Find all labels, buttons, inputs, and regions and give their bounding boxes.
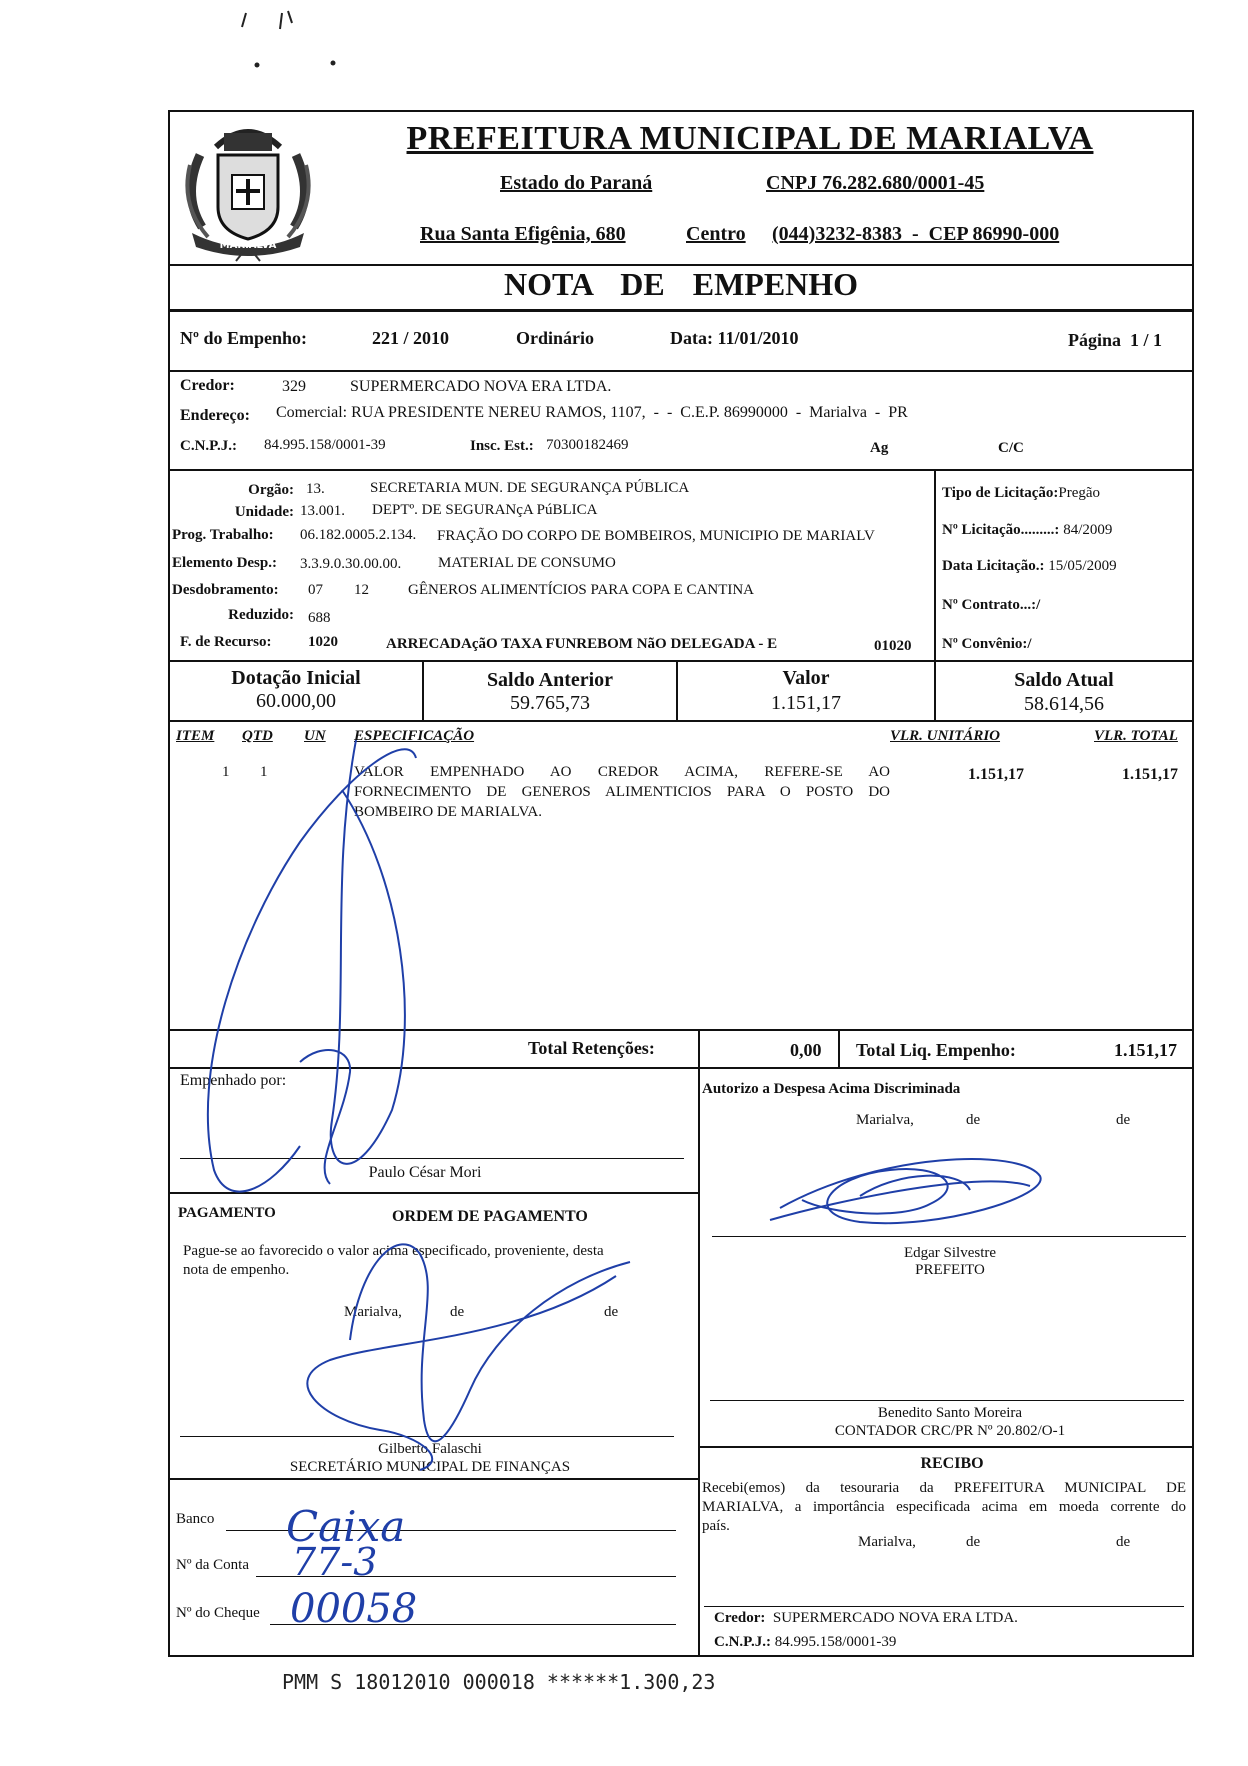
pagamento-de1: de: [450, 1304, 465, 1320]
recibo-city: Marialva,: [858, 1534, 916, 1550]
unidade-label: Unidade:: [234, 504, 294, 520]
valor-value: 1.151,17: [771, 692, 841, 714]
recibo-line3: país.: [702, 1518, 730, 1534]
total-retencoes-value: 0,00: [790, 1040, 822, 1060]
col-vlr-unitario: VLR. UNITÁRIO: [890, 728, 1001, 744]
unidade-code: 13.001.: [300, 503, 345, 519]
elemento-label: Elemento Desp.:: [172, 555, 277, 571]
autorizo-text: Autorizo a Despesa Acima Discriminada: [702, 1081, 961, 1097]
cnpj-label: C.N.P.J.:: [180, 438, 237, 454]
recibo-line1: Recebi(emos) da tesouraria da PREFEITURA MUNICIPAL DE: [702, 1480, 1186, 1496]
prefeitura-cnpj: CNPJ 76.282.680/0001-45: [766, 172, 985, 194]
phone-cep: (044)3232-8383 - CEP 86990-000: [772, 223, 1060, 245]
recibo-de2: de: [1116, 1534, 1131, 1550]
orgao-label: Orgão:: [248, 482, 294, 498]
data-licitacao-label: Data Licitação.:: [942, 558, 1045, 574]
col-especificacao: ESPECIFICAÇÃO: [354, 728, 475, 744]
row-vlr-total: 1.151,17: [1122, 766, 1178, 783]
desdob-name: GÊNEROS ALIMENTÍCIOS PARA COPA E CANTINA: [408, 582, 755, 598]
estado: Estado do Paraná: [500, 172, 653, 194]
reduzido-label: Reduzido:: [228, 607, 294, 623]
financas-signer: Gilberto Falaschi: [378, 1441, 482, 1457]
cc-label: C/C: [998, 440, 1024, 456]
row-desc-line1: VALOR EMPENHADO AO CREDOR ACIMA, REFERE-SE AO: [354, 764, 890, 780]
col-item: ITEM: [176, 728, 215, 744]
empenho-number: 221 / 2010: [372, 328, 450, 348]
recurso-label: F. de Recurso:: [180, 634, 272, 650]
scan-marks: [230, 5, 350, 75]
orgao-code: 13.: [306, 481, 325, 497]
recibo-cnpj-label: C.N.P.J.:: [714, 1634, 771, 1650]
reduzido-code: 688: [308, 610, 331, 626]
elemento-code: 3.3.9.0.30.00.00.: [300, 556, 402, 572]
credor-name: SUPERMERCADO NOVA ERA LTDA.: [350, 378, 612, 395]
row-item: 1: [222, 764, 230, 780]
row-desc-line3: BOMBEIRO DE MARIALVA.: [354, 804, 542, 820]
col-qtd: QTD: [242, 728, 273, 744]
col-un: UN: [304, 728, 326, 744]
pagamento-city: Marialva,: [344, 1304, 402, 1320]
autorizo-city: Marialva,: [856, 1112, 914, 1128]
saldo-atual-label: Saldo Atual: [1014, 669, 1114, 691]
recibo-credor-label: Credor:: [714, 1610, 766, 1626]
prefeito-name: Edgar Silvestre: [903, 1245, 997, 1261]
saldo-anterior-value: 59.765,73: [510, 692, 590, 714]
total-retencoes-label: Total Retenções:: [528, 1038, 655, 1058]
conta-label: Nº da Conta: [176, 1557, 249, 1573]
desdob-code1: 07: [308, 582, 323, 598]
desdob-label: Desdobramento:: [172, 582, 279, 598]
page-number: Página 1 / 1: [1068, 330, 1163, 350]
coat-of-arms-icon: [180, 115, 316, 263]
pagamento-de2: de: [604, 1304, 619, 1320]
credor-code: 329: [282, 378, 306, 395]
cheque-handwritten: 00058: [290, 1586, 418, 1632]
endereco-label: Endereço:: [180, 407, 250, 424]
row-qtd: 1: [260, 764, 268, 780]
recurso-code2: 01020: [874, 638, 912, 654]
crest-text: MARIALVA: [219, 240, 277, 251]
recibo-cnpj: 84.995.158/0001-39: [774, 1634, 897, 1650]
autorizo-de1: de: [966, 1112, 981, 1128]
cheque-label: Nº do Cheque: [176, 1605, 260, 1621]
autorizo-de2: de: [1116, 1112, 1131, 1128]
insc-label: Insc. Est.:: [470, 438, 534, 454]
banco-handwritten: Caixa: [286, 1502, 406, 1551]
credor-label: Credor:: [180, 377, 235, 394]
conta-handwritten: 77-3: [292, 1540, 378, 1584]
row-vlr-unitario: 1.151,17: [968, 766, 1024, 783]
num-contrato: Nº Contrato...:/: [942, 597, 1041, 613]
dotacao-label: Dotação Inicial: [231, 667, 361, 689]
address: Rua Santa Efigênia, 680: [420, 223, 626, 245]
recibo-credor: SUPERMERCADO NOVA ERA LTDA.: [772, 1610, 1018, 1626]
prog-name: FRAÇÃO DO CORPO DE BOMBEIROS, MUNICIPIO DE MARIALV: [437, 528, 875, 544]
row-desc-line2: FORNECIMENTO DE GENEROS ALIMENTICIOS PARA O POSTO DO: [354, 784, 890, 800]
empenhado-name: Paulo César Mori: [368, 1164, 482, 1181]
tipo-licitacao: Pregão: [1058, 485, 1101, 501]
address-centro: Centro: [686, 223, 746, 245]
recibo-title: RECIBO: [920, 1455, 984, 1472]
contador-role: CONTADOR CRC/PR Nº 20.802/O-1: [834, 1423, 1066, 1439]
total-liq-label: Total Liq. Empenho:: [856, 1040, 1016, 1060]
saldo-atual-value: 58.614,56: [1024, 693, 1104, 715]
ordem-pagamento: ORDEM DE PAGAMENTO: [392, 1208, 588, 1225]
dotacao-value: 60.000,00: [256, 690, 336, 712]
data-licitacao: 15/05/2009: [1048, 558, 1117, 574]
desdob-code2: 12: [354, 582, 369, 598]
pagamento-text2: nota de empenho.: [183, 1262, 290, 1278]
prog-code: 06.182.0005.2.134.: [300, 527, 417, 543]
orgao-name: SECRETARIA MUN. DE SEGURANÇA PÚBLICA: [370, 480, 690, 496]
credor-cnpj: 84.995.158/0001-39: [264, 437, 386, 453]
financas-role: SECRETÁRIO MUNICIPAL DE FINANÇAS: [289, 1459, 571, 1475]
num-convenio: Nº Convênio:/: [942, 636, 1032, 652]
pagamento-label: PAGAMENTO: [178, 1205, 276, 1221]
pagamento-text1: Pague-se ao favorecido o valor acima especificado, proveniente, desta: [183, 1243, 604, 1259]
recurso-code: 1020: [308, 634, 338, 650]
empenho-type: Ordinário: [516, 328, 595, 348]
unidade-name: DEPTº. DE SEGURANçA PúBLICA: [372, 502, 598, 518]
contador-name: Benedito Santo Moreira: [877, 1405, 1023, 1421]
num-licitacao-label: Nº Licitação.........:: [942, 522, 1060, 538]
elemento-name: MATERIAL DE CONSUMO: [438, 555, 616, 571]
credor-endereco: Comercial: RUA PRESIDENTE NEREU RAMOS, 1107, - - C.E.P. 86990000 - Marialva - PR: [276, 404, 908, 421]
saldo-anterior-label: Saldo Anterior: [486, 669, 614, 691]
empenho-label: Nº do Empenho:: [180, 328, 307, 348]
ag-label: Ag: [870, 440, 889, 456]
page-title: PREFEITURA MUNICIPAL DE MARIALVA: [406, 120, 1094, 157]
recibo-de1: de: [966, 1534, 981, 1550]
banco-label: Banco: [176, 1511, 215, 1527]
footer-stamp: PMM S 18012010 000018 ******1.300,23: [282, 1670, 716, 1694]
empenhado-label: Empenhado por:: [180, 1072, 287, 1089]
col-vlr-total: VLR. TOTAL: [1094, 728, 1178, 744]
valor-label: Valor: [782, 667, 830, 689]
recurso-name: ARRECADAçãO TAXA FUNREBOM NãO DELEGADA - E: [386, 636, 778, 652]
empenho-date: Data: 11/01/2010: [670, 328, 799, 348]
num-licitacao: 84/2009: [1063, 522, 1113, 538]
recibo-line2: MARIALVA, a importância especificada acima em moeda corrente do: [702, 1499, 1186, 1515]
total-liq-value: 1.151,17: [1114, 1040, 1177, 1060]
prog-label: Prog. Trabalho:: [172, 527, 274, 543]
prefeito-role: PREFEITO: [915, 1262, 985, 1278]
doc-title: NOTA DE EMPENHO: [503, 266, 859, 302]
tipo-licitacao-label: Tipo de Licitação:: [942, 485, 1059, 501]
insc-est: 70300182469: [546, 437, 629, 453]
